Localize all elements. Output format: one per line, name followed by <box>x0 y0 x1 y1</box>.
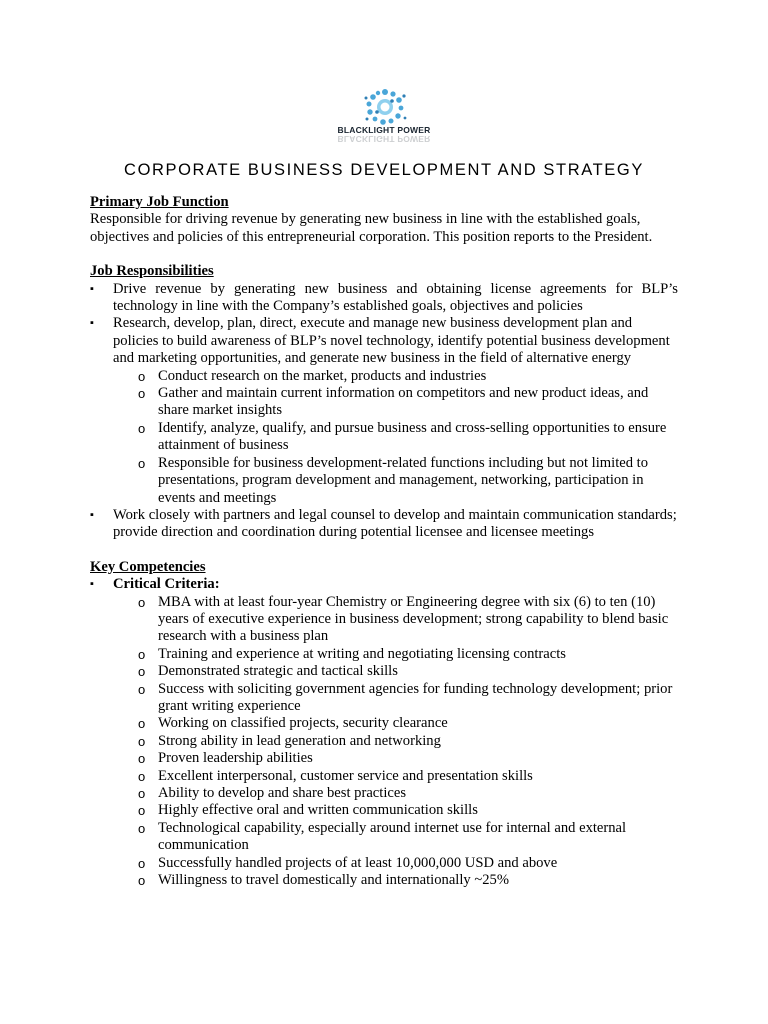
primary-job-function-text: Responsible for driving revenue by generating new business in line with the established goals, objectives and policies of this entrepreneurial corporation. This position reports to the President. <box>90 211 653 245</box>
sublist-item: o Ability to develop and share best practices <box>136 785 678 802</box>
job-responsibilities-section <box>90 263 678 542</box>
primary-job-function-section <box>90 194 678 246</box>
responsibilities-list-continued <box>90 507 678 542</box>
sublist-item: o Technological capability, especially around internet use for internal and external communication <box>136 820 678 855</box>
sublist-item: o Responsible for business development-related functions including but not limited to presentations, program development and management, networking, participation in events and meetings <box>136 455 678 507</box>
sublist-item: o Conduct research on the market, products and industries <box>136 368 678 385</box>
key-competencies-heading: Key Competencies <box>90 558 206 575</box>
list-item: ▪ Work closely with partners and legal counsel to develop and maintain communication standards; provide direction and coordination during potential licensee and licensee meetings <box>90 507 678 542</box>
logo-wordmark: BLACKLIGHT POWER <box>337 125 431 135</box>
sublist-item: o Highly effective oral and written communication skills <box>136 802 678 819</box>
list-item <box>90 315 678 367</box>
primary-job-function-heading: Primary Job Function <box>90 194 229 210</box>
document-body <box>90 194 678 906</box>
list-item <box>90 576 678 593</box>
sublist-item: o Willingness to travel domestically and internationally ~25% <box>136 872 678 889</box>
sublist-item: o Successfully handled projects of at least 10,000,000 USD and above <box>136 855 678 872</box>
list-item-text: Research, develop, plan, direct, execute and manage new business development plan and policies to build awareness of BLP’s novel technology, identify potential business development and marketing opportunities, and generate new business in the field of alternative energy <box>113 315 670 367</box>
sublist-item: o Strong ability in lead generation and networking <box>136 733 678 750</box>
responsibilities-sublist <box>90 368 678 507</box>
job-responsibilities-heading: Job Responsibilities <box>90 263 214 280</box>
competencies-list <box>90 576 678 593</box>
sunburst-icon <box>362 88 408 126</box>
list-item: ▪ Drive revenue by generating new business and obtaining license agreements for BLP’s technology in line with the Company’s established goals, objectives and policies <box>90 281 678 316</box>
sublist-item: o Gather and maintain current information on competitors and new product ideas, and share market insights <box>136 385 678 420</box>
sublist-item: o Proven leadership abilities <box>136 750 678 767</box>
document-title: CORPORATE BUSINESS DEVELOPMENT AND STRATEGY <box>124 161 644 179</box>
critical-criteria-label: Critical Criteria: <box>113 576 220 593</box>
critical-criteria-list <box>90 594 678 890</box>
sublist-item: o Success with soliciting government agencies for funding technology development; prior grant writing experience <box>136 681 678 716</box>
key-competencies-section <box>90 559 678 890</box>
sublist-item: o Working on classified projects, security clearance <box>136 715 678 732</box>
sublist-item: o MBA with at least four-year Chemistry or Engineering degree with six (6) to ten (10) years of executive experience in business development; strong capability to blend basic research with a business plan <box>136 594 678 646</box>
sublist-item: o Demonstrated strategic and tactical skills <box>136 663 678 680</box>
sublist-item: o Training and experience at writing and negotiating licensing contracts <box>136 646 678 663</box>
sublist-item: o Excellent interpersonal, customer service and presentation skills <box>136 768 678 785</box>
company-logo <box>333 88 435 148</box>
logo-wordmark-reflection: BLACKLIGHT POWER <box>337 134 431 144</box>
sublist-item: o Identify, analyze, qualify, and pursue business and cross-selling opportunities to ensure attainment of business <box>136 420 678 455</box>
responsibilities-list <box>90 281 678 368</box>
